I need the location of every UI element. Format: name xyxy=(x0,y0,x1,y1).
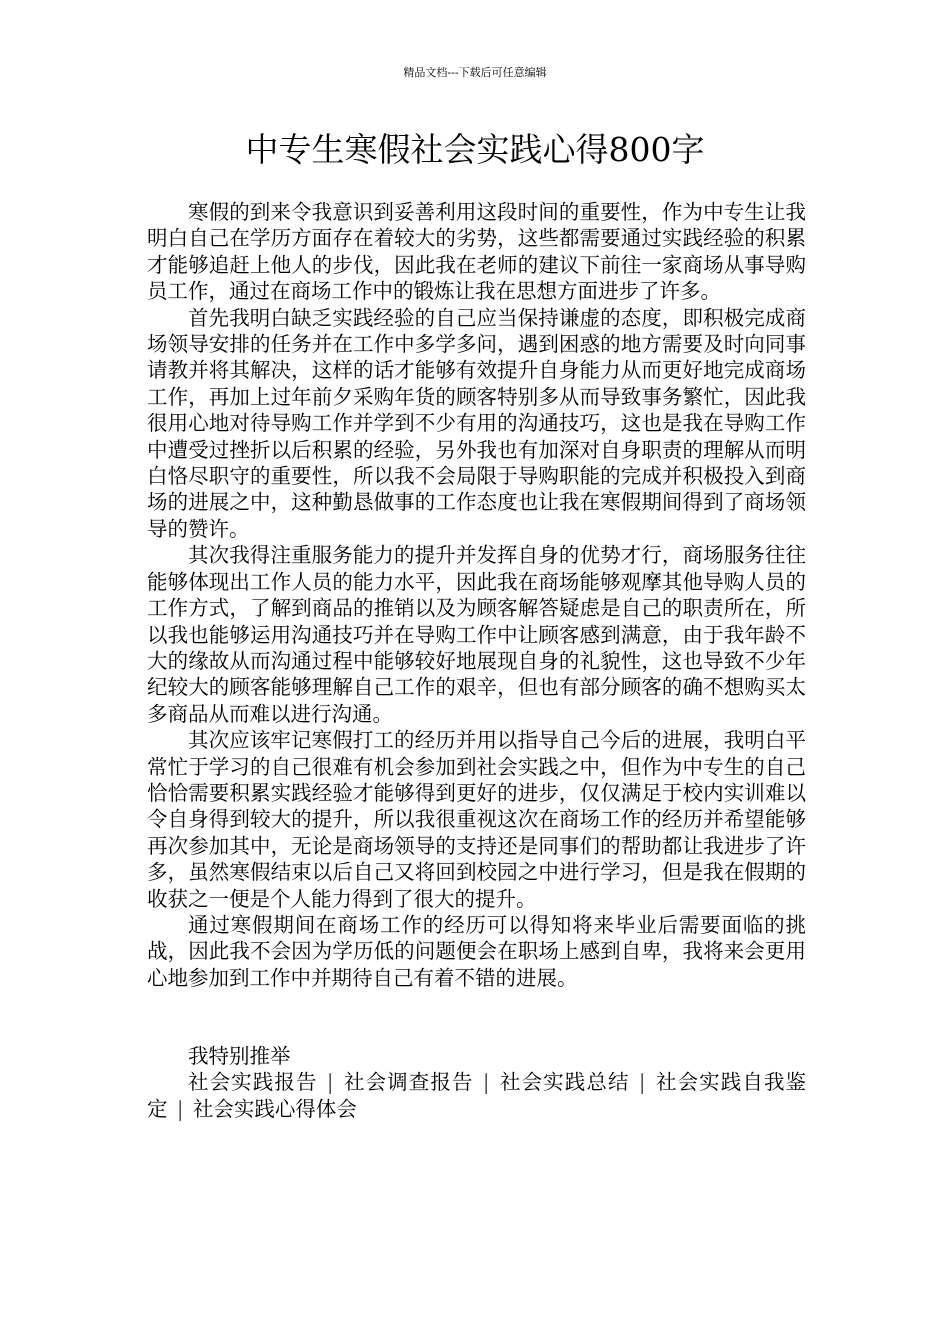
document-body xyxy=(147,199,806,991)
recommend-section xyxy=(147,1043,806,1122)
recommend-link-social-practice-reflections[interactable]: 社会实践心得体会 xyxy=(192,1096,357,1121)
recommend-title: 我特别推举 xyxy=(188,1044,291,1068)
link-separator: | xyxy=(638,1070,646,1095)
link-separator: | xyxy=(482,1070,490,1095)
paragraph: 通过寒假期间在商场工作的经历可以得知将来毕业后需要面临的挑战，因此我不会因为学历低的问题便会在职场上感到自卑，我将来会更用心地参加到工作中并期待自己有着不错的进展。 xyxy=(147,912,806,990)
paragraph: 其次我得注重服务能力的提升并发挥自身的优势才行，商场服务往往能够体现出工作人员的能力水平，因此我在商场能够观摩其他导购人员的工作方式，了解到商品的推销以及为顾客解答疑虑是自己的职责所在，所以我也能够运用沟通技巧并在导购工作中让顾客感到满意，由于我年龄不大的缘故从而沟通过程中能够较好地展现自身的礼貌性，这也导致不少年纪较大的顾客能够理解自己工作的艰辛，但也有部分顾客的确不想购买太多商品从而难以进行沟通。 xyxy=(147,543,806,726)
recommend-link-social-practice-summary[interactable]: 社会实践总结 xyxy=(498,1070,630,1095)
recommend-link-social-practice-self-appraisal[interactable]: 社会实践自我鉴定 xyxy=(147,1070,807,1121)
link-separator: | xyxy=(176,1096,184,1121)
recommend-link-social-practice-report[interactable]: 社会实践报告 xyxy=(188,1070,318,1095)
header-note: 精品文档---下载后可任意编辑 xyxy=(403,66,547,79)
paragraph: 寒假的到来令我意识到妥善利用这段时间的重要性，作为中专生让我明白自己在学历方面存在着较大的劣势，这些都需要通过实践经验的积累才能够追赶上他人的步伐，因此我在老师的建议下前往一家商场从事导购员工作，通过在商场工作中的锻炼让我在思想方面进步了许多。 xyxy=(147,200,806,304)
recommend-link-social-survey-report[interactable]: 社会调查报告 xyxy=(342,1070,474,1095)
recommend-links xyxy=(147,1069,806,1122)
paragraph: 首先我明白缺乏实践经验的自己应当保持谦虚的态度，即积极完成商场领导安排的任务并在工作中多学多问，遇到困惑的地方需要及时向同事请教并将其解决，这样的话才能够有效提升自身能力从而更好地完成商场工作，再加上过年前夕采购年货的顾客特别多从而导致事务繁忙，因此我很用心地对待导购工作并学到不少有用的沟通技巧，这也是我在导购工作中遭受过挫折以后积累的经验，另外我也有加深对自身职责的理解从而明白恪尽职守的重要性，所以我不会局限于导购职能的完成并积极投入到商场的进展之中，这种勤恳做事的工作态度也让我在寒假期间得到了商场领导的赞许。 xyxy=(147,305,806,541)
link-separator: | xyxy=(326,1070,334,1095)
document-title: 中专生寒假社会实践心得800字 xyxy=(245,130,705,169)
paragraph: 其次应该牢记寒假打工的经历并用以指导自己今后的进展，我明白平常忙于学习的自己很难有机会参加到社会实践之中，但作为中专生的自己恰恰需要积累实践经验才能够得到更好的进步，仅仅满足于校内实训难以令自身得到较大的提升，所以我很重视这次在商场工作的经历并希望能够再次参加其中，无论是商场领导的支持还是同事们的帮助都让我进步了许多，虽然寒假结束以后自己又将回到校园之中进行学习，但是我在假期的收获之一便是个人能力得到了很大的提升。 xyxy=(147,728,806,911)
